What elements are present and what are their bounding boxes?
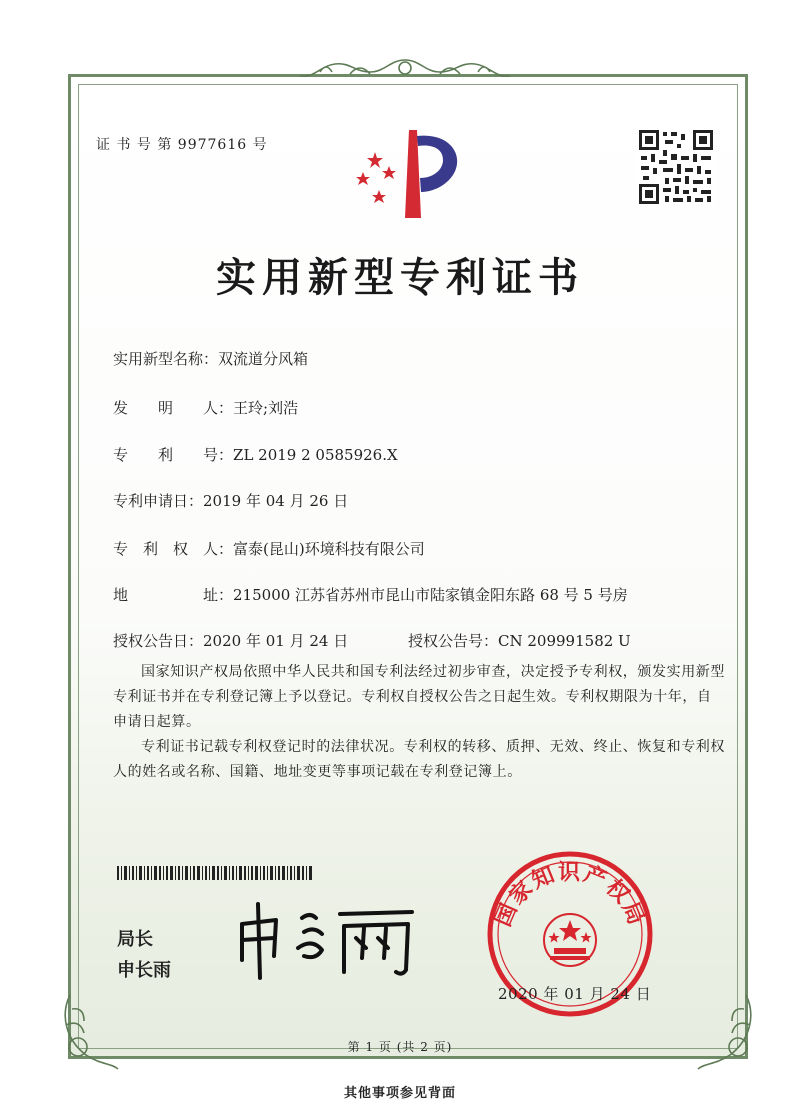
- qr-code-icon[interactable]: [637, 128, 715, 206]
- top-ornament-icon: [290, 52, 520, 92]
- field-value: 富泰(昆山)环境科技有限公司: [233, 540, 425, 558]
- field-label: 授权公告日：: [113, 632, 204, 650]
- field-label: 专利申请日：: [113, 492, 204, 510]
- field-value: 王玲;刘浩: [233, 399, 299, 417]
- field-value: ZL 2019 2 0585926.X: [233, 446, 398, 464]
- barcode-icon: [117, 866, 313, 880]
- field-label: 实用新型名称：: [113, 350, 219, 368]
- patent-office-emblem-icon: [345, 122, 475, 222]
- back-note: 其他事项参见背面: [343, 1086, 456, 1101]
- field-application-date: [113, 490, 348, 511]
- field-value: 215000 江苏省苏州市昆山市陆家镇金阳东路 68 号 5 号房: [233, 586, 628, 604]
- svg-text:国家知识产权局: [490, 859, 650, 930]
- field-value: 双流道分风箱: [218, 350, 309, 368]
- field-inventor: [113, 397, 298, 418]
- signature-icon: [232, 898, 422, 980]
- bottom-left-ornament-icon: [56, 985, 126, 1075]
- field-label: 地 址：: [113, 586, 234, 604]
- field-label: 专 利 号：: [113, 446, 234, 464]
- seal-text: 国家知识产权局: [489, 859, 651, 931]
- field-value: 2019 年 04 月 26 日: [203, 492, 349, 510]
- certificate-title: 实用新型专利证书: [216, 254, 584, 301]
- page-indicator: 第 1 页 (共 2 页): [347, 1040, 453, 1054]
- field-announcement-number: [408, 630, 631, 651]
- bottom-right-ornament-icon: [690, 985, 760, 1075]
- authority-role: 局长: [117, 929, 153, 950]
- field-label: 专 利 权 人：: [113, 540, 234, 558]
- field-value: CN 209991582 U: [498, 632, 631, 650]
- field-label: 授权公告号：: [408, 632, 499, 650]
- authority-name: 申长雨: [117, 960, 171, 981]
- paragraph-grant-statement: 国家知识产权局依照中华人民共和国专利法经过初步审查，决定授予专利权，颁发实用新型专利证书并在专利登记簿上予以登记。专利权自授权公告之日起生效。专利权期限为十年，自申请日起算。: [113, 664, 725, 730]
- field-utility-model-name: [113, 348, 308, 369]
- field-address: [113, 584, 628, 605]
- paragraph-legal-status: 专利证书记载专利权登记时的法律状况。专利权的转移、质押、无效、终止、恢复和专利权人的姓名或名称、国籍、地址变更等事项记载在专利登记簿上。: [113, 739, 725, 780]
- field-patent-number: [113, 444, 398, 465]
- field-announcement-date: [113, 630, 348, 651]
- field-value: 2020 年 01 月 24 日: [203, 632, 349, 650]
- seal-date: 2020 年 01 月 24 日: [498, 985, 652, 1003]
- certificate-number: 证 书 号 第 9977616 号: [96, 137, 268, 153]
- field-label: 发 明 人：: [113, 399, 234, 417]
- field-patentee: [113, 538, 425, 559]
